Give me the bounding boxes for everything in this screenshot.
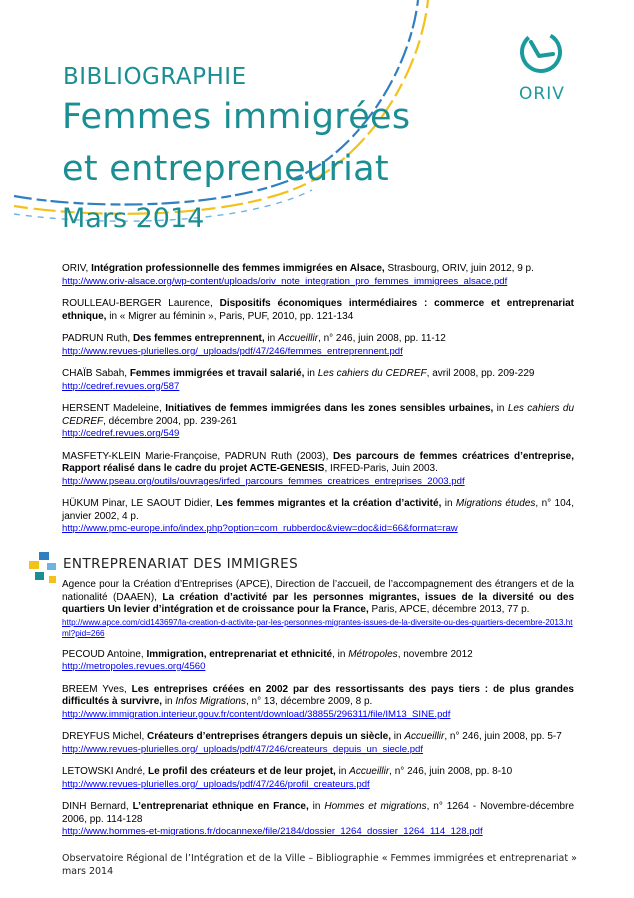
- document-title-line2: et entrepreneuriat: [62, 149, 389, 189]
- reference-text: DINH Bernard,: [62, 801, 133, 812]
- reference-entry: [62, 684, 574, 722]
- reference-text: CHAÏB Sabah,: [62, 368, 130, 379]
- reference-text: HERSENT Madeleine,: [62, 403, 166, 414]
- reference-link[interactable]: http://www.pmc-europe.info/index.php?option=com_rubberdoc&view=doc&id=66&format=raw: [62, 523, 458, 534]
- reference-journal: Les cahiers du CEDREF: [62, 403, 575, 427]
- reference-entry: [62, 649, 574, 674]
- reference-title: Dispositifs économiques intermédiaires : commerce et entreprenariat ethnique,: [62, 298, 574, 322]
- reference-journal: Infos Migrations: [175, 696, 246, 707]
- reference-text: BREEM Yves,: [62, 683, 132, 695]
- reference-text: , n° 246, juin 2008, pp. 5-7: [444, 731, 562, 742]
- section-squares-icon: [27, 552, 61, 586]
- reference-link[interactable]: http://cedref.revues.org/549: [62, 428, 180, 439]
- reference-text: ROULLEAU-BERGER Laurence,: [62, 298, 220, 309]
- reference-title: Créateurs d’entreprises étrangers depuis un siècle,: [147, 731, 391, 742]
- reference-text: in: [335, 766, 350, 777]
- reference-text: in: [493, 403, 508, 414]
- reference-title: L’entreprenariat ethnique en France,: [132, 801, 309, 812]
- reference-text: MASFETY-KLEIN Marie-Françoise, PADRUN Ruth (2003),: [62, 450, 333, 462]
- reference-title: Femmes immigrées et travail salarié,: [129, 368, 305, 379]
- reference-text: , in: [332, 648, 349, 660]
- reference-link[interactable]: http://metropoles.revues.org/4560: [62, 661, 206, 672]
- reference-text: in: [441, 498, 456, 509]
- reference-text: , novembre 2012: [397, 648, 473, 660]
- reference-title: Initiatives de femmes immigrées dans les zones sensibles urbaines,: [165, 403, 494, 414]
- page-footer: [62, 852, 577, 878]
- reference-link[interactable]: http://www.oriv-alsace.org/wp-content/uploads/oriv_note_integration_pro_femmes_immigrees_alsace.pdf: [62, 275, 508, 287]
- document-kicker: BIBLIOGRAPHIE: [63, 64, 247, 90]
- reference-text: ORIV,: [62, 263, 92, 274]
- reference-journal: Accueillir: [404, 731, 445, 742]
- reference-link[interactable]: http://www.hommes-et-migrations.fr/docannexe/file/2184/dossier_1264_dossier_1264_114_128.pdf: [62, 826, 483, 837]
- reference-entry: [62, 368, 574, 393]
- reference-link[interactable]: http://www.immigration.interieur.gouv.fr/content/download/38855/296311/file/IM13_SINE.pdf: [62, 708, 451, 720]
- footer-line1: Observatoire Régional de l’Intégration et de la Ville – Bibliographie « Femmes immigrées et entreprenariat »: [62, 853, 577, 864]
- reference-text: , n° 246, juin 2008, pp. 11-12: [318, 333, 446, 344]
- reference-journal: Accueillir: [349, 766, 390, 777]
- logo-text: ORIV: [519, 84, 565, 104]
- reference-entry: [62, 451, 574, 489]
- reference-link[interactable]: http://www.pseau.org/outils/ouvrages/irfed_parcours_femmes_creatrices_entreprises_2003.pdf: [62, 475, 465, 487]
- reference-journal: Métropoles: [348, 648, 398, 660]
- reference-entry: [62, 801, 574, 839]
- reference-text: in « Migrer au féminin », Paris, PUF, 2010, pp. 121-134: [106, 310, 354, 322]
- reference-title: Intégration professionnelle des femmes immigrées en Alsace,: [91, 263, 385, 274]
- reference-text: , IRFED-Paris, Juin 2003.: [324, 463, 438, 474]
- reference-text: , n° 13, décembre 2009, 8 p.: [245, 696, 373, 707]
- document-date: Mars 2014: [62, 203, 205, 234]
- reference-text: in: [391, 731, 405, 742]
- reference-journal: Hommes et migrations: [324, 801, 427, 812]
- reference-link[interactable]: http://www.revues-plurielles.org/_uploads/pdf/47/246/profil_createurs.pdf: [62, 778, 370, 790]
- reference-journal: Les cahiers du CEDREF: [317, 368, 427, 379]
- reference-text: Agence pour la Création d’Entreprises (APCE), Direction de l’accueil, de l’accompagnement des étrangers et de la nationalité (DAAEN),: [62, 579, 574, 603]
- reference-entry: [62, 579, 574, 639]
- reference-text: , n° 104, janvier 2002, 4 p.: [62, 498, 574, 522]
- section-title: ENTREPRENARIAT DES IMMIGRES: [63, 556, 299, 572]
- reference-title: La création d’activité par les personnes migrantes, issues de la diversité ou des quartiers Un levier d’intégration et de croissance pour la France,: [62, 591, 575, 615]
- reference-journal: Accueillir: [278, 333, 319, 344]
- reference-entry: [62, 498, 574, 536]
- reference-entry: [62, 298, 574, 323]
- reference-link[interactable]: http://www.revues-plurielles.org/_uploads/pdf/47/246/createurs_depuis_un_siecle.pdf: [62, 743, 424, 755]
- reference-text: in: [308, 801, 325, 812]
- reference-text: Paris, APCE, décembre 2013, 77 p.: [368, 604, 530, 615]
- reference-list-1: [62, 263, 574, 546]
- reference-text: DREYFUS Michel,: [62, 731, 148, 742]
- reference-entry: [62, 263, 574, 288]
- reference-text: PADRUN Ruth,: [62, 333, 133, 344]
- reference-title: Les femmes migrantes et la création d’activité,: [215, 498, 442, 509]
- reference-link[interactable]: http://www.apce.com/cid143697/la-creation-d-activite-par-les-personnes-migrantes-issues-de-la-diversite-ou-des-quartiers-decembre-2013.html?pid=266: [62, 617, 573, 638]
- reference-text: , décembre 2004, pp. 239-261: [103, 415, 238, 427]
- reference-entry: [62, 403, 574, 441]
- reference-text: in: [162, 696, 176, 707]
- reference-title: Le profil des créateurs et de leur projet,: [147, 766, 336, 777]
- footer-line2: mars 2014: [62, 866, 114, 877]
- reference-text: HÜKUM Pinar, LE SAOUT Didier,: [62, 498, 216, 509]
- reference-text: , n° 246, juin 2008, pp. 8-10: [389, 766, 513, 777]
- reference-text: Strasbourg, ORIV, juin 2012, 9 p.: [384, 263, 534, 274]
- reference-title: Immigration, entreprenariat et ethnicité: [146, 648, 333, 660]
- reference-title: Des parcours de femmes créatrices d’entreprise, Rapport réalisé dans le cadre du projet ACTE-GENESIS: [62, 450, 574, 474]
- reference-text: , n° 1264 - Novembre-décembre 2006, pp. 114-128: [62, 801, 575, 825]
- reference-entry: [62, 766, 574, 791]
- reference-entry: [62, 333, 574, 358]
- document-title-line1: Femmes immigrées: [62, 97, 411, 137]
- reference-link[interactable]: http://www.revues-plurielles.org/_uploads/pdf/47/246/femmes_entreprennent.pdf: [62, 345, 403, 357]
- reference-text: in: [304, 368, 318, 379]
- reference-list-2: [62, 579, 574, 849]
- reference-title: Les entreprises créées en 2002 par des ressortissants des pays tiers : de plus grandes difficultés à survivre,: [62, 683, 574, 707]
- reference-text: PECOUD Antoine,: [62, 648, 147, 660]
- reference-title: Des femmes entreprennent,: [132, 333, 265, 344]
- reference-text: in: [264, 333, 279, 344]
- reference-entry: [62, 731, 574, 756]
- reference-journal: Migrations études: [455, 498, 536, 509]
- reference-text: LETOWSKI André,: [62, 766, 148, 777]
- reference-text: , avril 2008, pp. 209-229: [426, 368, 535, 379]
- reference-link[interactable]: http://cedref.revues.org/587: [62, 380, 180, 392]
